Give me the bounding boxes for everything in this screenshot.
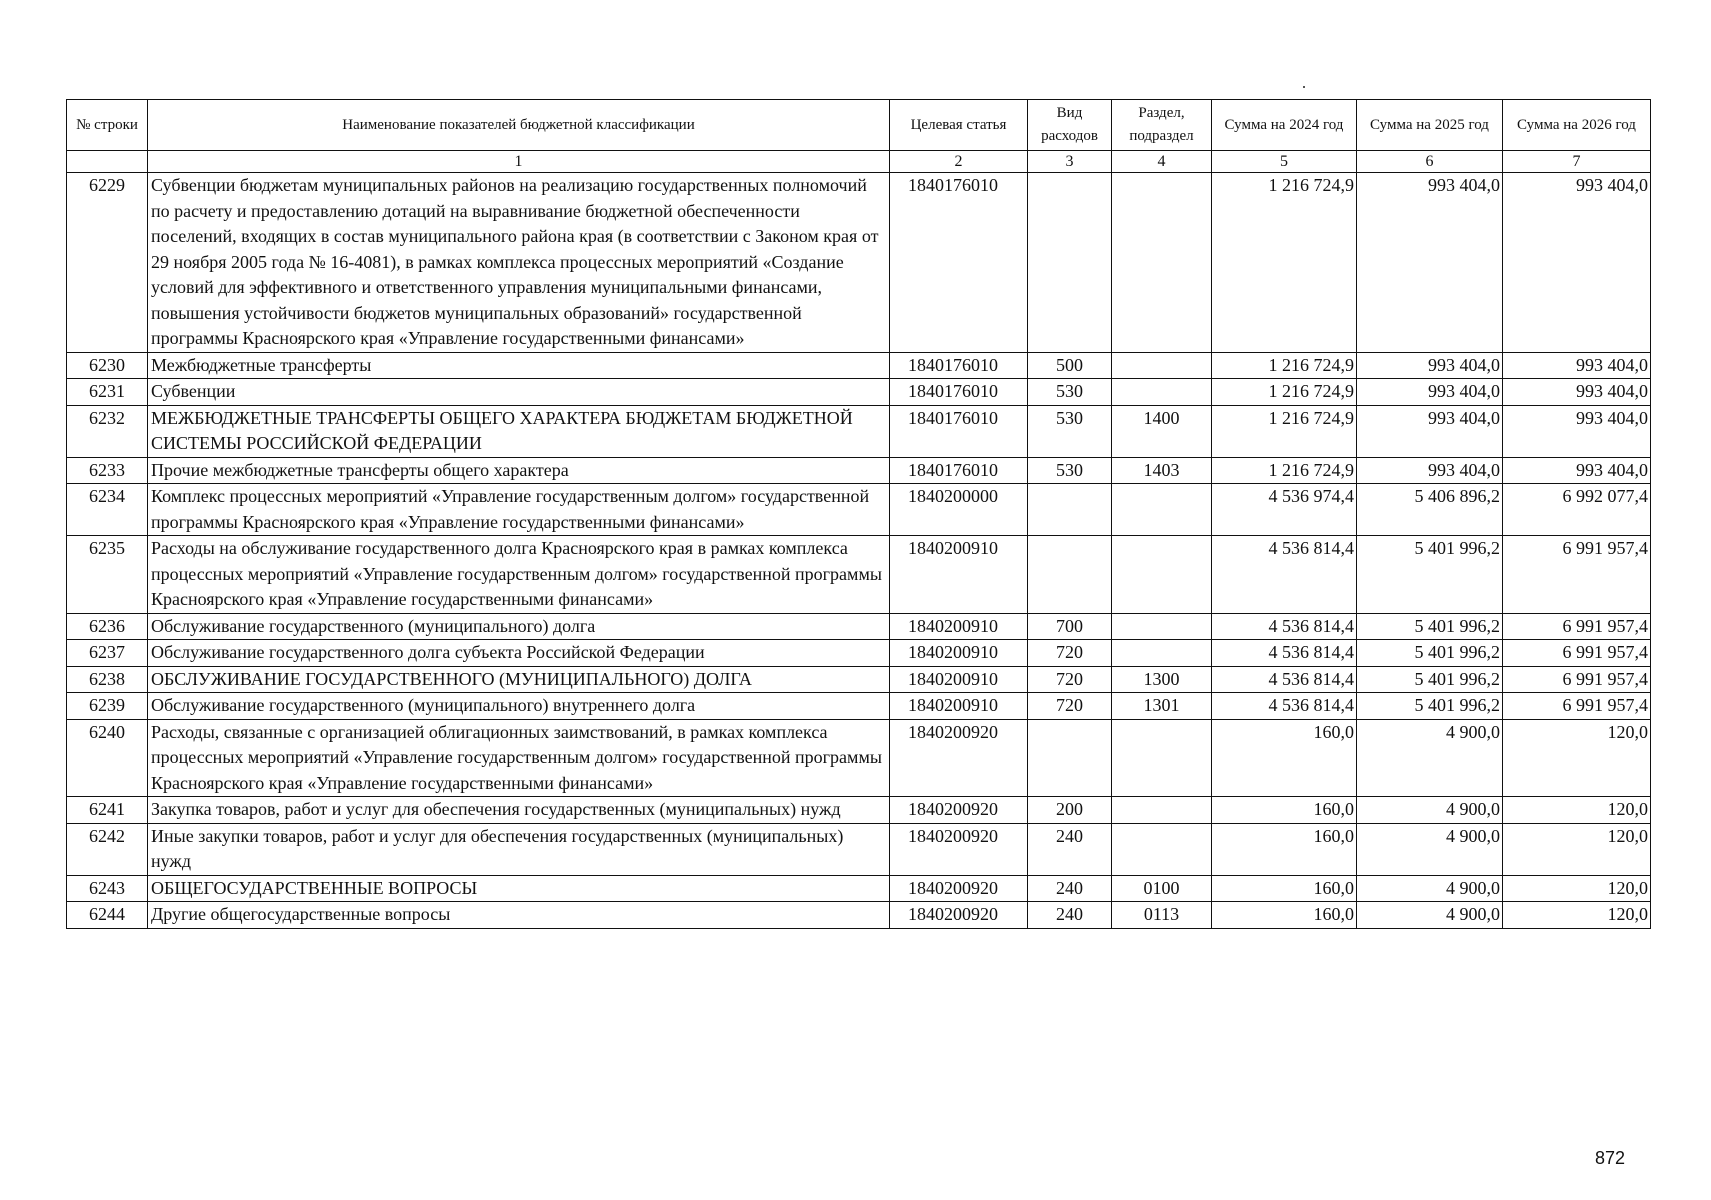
table-row bbox=[67, 457, 1651, 484]
row-target-code: 1840200000 bbox=[890, 484, 1028, 536]
table-row bbox=[67, 902, 1651, 929]
row-sum-2024: 4 536 974,4 bbox=[1212, 484, 1357, 536]
row-name: Межбюджетные трансферты bbox=[148, 352, 890, 379]
row-sum-2026: 993 404,0 bbox=[1503, 173, 1651, 353]
row-sum-2025: 4 900,0 bbox=[1357, 797, 1503, 824]
header-sum-2026: Сумма на 2026 год bbox=[1503, 100, 1651, 151]
row-expense-kind: 700 bbox=[1028, 613, 1112, 640]
row-sum-2026: 6 991 957,4 bbox=[1503, 640, 1651, 667]
table-row bbox=[67, 352, 1651, 379]
row-target-code: 1840176010 bbox=[890, 352, 1028, 379]
row-section bbox=[1112, 352, 1212, 379]
row-sum-2024: 1 216 724,9 bbox=[1212, 405, 1357, 457]
row-target-code: 1840200910 bbox=[890, 613, 1028, 640]
row-sum-2024: 160,0 bbox=[1212, 797, 1357, 824]
row-expense-kind: 240 bbox=[1028, 875, 1112, 902]
header-target: Целевая статья bbox=[890, 100, 1028, 151]
column-number: 4 bbox=[1112, 151, 1212, 173]
header-sum-2024: Сумма на 2024 год bbox=[1212, 100, 1357, 151]
row-sum-2026: 120,0 bbox=[1503, 719, 1651, 797]
row-number: 6234 bbox=[67, 484, 148, 536]
row-target-code: 1840176010 bbox=[890, 405, 1028, 457]
row-name: Другие общегосударственные вопросы bbox=[148, 902, 890, 929]
row-section bbox=[1112, 640, 1212, 667]
column-number: 7 bbox=[1503, 151, 1651, 173]
row-sum-2026: 120,0 bbox=[1503, 875, 1651, 902]
row-target-code: 1840200910 bbox=[890, 536, 1028, 614]
row-number: 6238 bbox=[67, 666, 148, 693]
table-row bbox=[67, 797, 1651, 824]
row-sum-2024: 160,0 bbox=[1212, 719, 1357, 797]
row-section bbox=[1112, 823, 1212, 875]
row-target-code: 1840200910 bbox=[890, 693, 1028, 720]
row-target-code: 1840200920 bbox=[890, 797, 1028, 824]
column-number: 2 bbox=[890, 151, 1028, 173]
row-name: Субвенции bbox=[148, 379, 890, 406]
row-name: Обслуживание государственного (муниципального) долга bbox=[148, 613, 890, 640]
row-expense-kind: 530 bbox=[1028, 379, 1112, 406]
row-sum-2026: 120,0 bbox=[1503, 902, 1651, 929]
row-expense-kind: 530 bbox=[1028, 457, 1112, 484]
row-section: 1301 bbox=[1112, 693, 1212, 720]
row-sum-2026: 993 404,0 bbox=[1503, 405, 1651, 457]
row-sum-2025: 5 401 996,2 bbox=[1357, 536, 1503, 614]
row-expense-kind: 240 bbox=[1028, 823, 1112, 875]
header-row-no: № строки bbox=[67, 100, 148, 151]
row-sum-2024: 4 536 814,4 bbox=[1212, 640, 1357, 667]
row-expense-kind: 720 bbox=[1028, 640, 1112, 667]
table-row bbox=[67, 640, 1651, 667]
row-number: 6230 bbox=[67, 352, 148, 379]
row-number: 6237 bbox=[67, 640, 148, 667]
row-sum-2025: 993 404,0 bbox=[1357, 457, 1503, 484]
row-section: 1400 bbox=[1112, 405, 1212, 457]
row-sum-2024: 4 536 814,4 bbox=[1212, 693, 1357, 720]
row-sum-2025: 5 401 996,2 bbox=[1357, 640, 1503, 667]
row-sum-2024: 1 216 724,9 bbox=[1212, 379, 1357, 406]
row-expense-kind: 500 bbox=[1028, 352, 1112, 379]
row-number: 6242 bbox=[67, 823, 148, 875]
table-row bbox=[67, 666, 1651, 693]
column-number: 3 bbox=[1028, 151, 1112, 173]
row-sum-2026: 6 991 957,4 bbox=[1503, 536, 1651, 614]
row-sum-2026: 6 992 077,4 bbox=[1503, 484, 1651, 536]
row-section bbox=[1112, 536, 1212, 614]
row-number: 6244 bbox=[67, 902, 148, 929]
row-name: Обслуживание государственного долга субъекта Российской Федерации bbox=[148, 640, 890, 667]
row-sum-2025: 5 401 996,2 bbox=[1357, 693, 1503, 720]
row-number: 6241 bbox=[67, 797, 148, 824]
row-expense-kind bbox=[1028, 536, 1112, 614]
row-sum-2026: 6 991 957,4 bbox=[1503, 613, 1651, 640]
row-number: 6231 bbox=[67, 379, 148, 406]
row-sum-2024: 4 536 814,4 bbox=[1212, 666, 1357, 693]
row-name: Обслуживание государственного (муниципального) внутреннего долга bbox=[148, 693, 890, 720]
row-section bbox=[1112, 613, 1212, 640]
row-sum-2024: 4 536 814,4 bbox=[1212, 613, 1357, 640]
row-section: 1300 bbox=[1112, 666, 1212, 693]
header-sum-2025: Сумма на 2025 год bbox=[1357, 100, 1503, 151]
row-number: 6232 bbox=[67, 405, 148, 457]
row-sum-2026: 120,0 bbox=[1503, 797, 1651, 824]
row-name: Закупка товаров, работ и услуг для обеспечения государственных (муниципальных) нужд bbox=[148, 797, 890, 824]
row-section: 1403 bbox=[1112, 457, 1212, 484]
row-name: Комплекс процессных мероприятий «Управление государственным долгом» государственной программы Красноярского края «Управление государственными финансами» bbox=[148, 484, 890, 536]
row-name: Расходы, связанные с организацией облигационных заимствований, в рамках комплекса процессных мероприятий «Управление государственным долгом» государственной программы Красноярского края «Управление государственными финансами» bbox=[148, 719, 890, 797]
row-section: 0113 bbox=[1112, 902, 1212, 929]
row-name: ОБЩЕГОСУДАРСТВЕННЫЕ ВОПРОСЫ bbox=[148, 875, 890, 902]
row-name: МЕЖБЮДЖЕТНЫЕ ТРАНСФЕРТЫ ОБЩЕГО ХАРАКТЕРА БЮДЖЕТАМ БЮДЖЕТНОЙ СИСТЕМЫ РОССИЙСКОЙ ФЕДЕРАЦИИ bbox=[148, 405, 890, 457]
column-numbers-row bbox=[67, 151, 1651, 173]
page-speck bbox=[1303, 86, 1305, 88]
row-expense-kind bbox=[1028, 719, 1112, 797]
row-sum-2026: 6 991 957,4 bbox=[1503, 693, 1651, 720]
column-number-blank bbox=[67, 151, 148, 173]
row-number: 6240 bbox=[67, 719, 148, 797]
header-row bbox=[67, 100, 1651, 151]
table-row bbox=[67, 693, 1651, 720]
row-expense-kind: 240 bbox=[1028, 902, 1112, 929]
table-row bbox=[67, 613, 1651, 640]
row-name: Расходы на обслуживание государственного долга Красноярского края в рамках комплекса процессных мероприятий «Управление государственным долгом» государственной программы Красноярского края «Управление государственными финансами» bbox=[148, 536, 890, 614]
row-target-code: 1840176010 bbox=[890, 173, 1028, 353]
row-sum-2025: 4 900,0 bbox=[1357, 875, 1503, 902]
row-sum-2024: 4 536 814,4 bbox=[1212, 536, 1357, 614]
table-row bbox=[67, 719, 1651, 797]
row-sum-2025: 993 404,0 bbox=[1357, 379, 1503, 406]
row-sum-2025: 4 900,0 bbox=[1357, 719, 1503, 797]
column-number: 6 bbox=[1357, 151, 1503, 173]
row-name: ОБСЛУЖИВАНИЕ ГОСУДАРСТВЕННОГО (МУНИЦИПАЛЬНОГО) ДОЛГА bbox=[148, 666, 890, 693]
row-sum-2024: 1 216 724,9 bbox=[1212, 352, 1357, 379]
header-name: Наименование показателей бюджетной классификации bbox=[148, 100, 890, 151]
row-number: 6233 bbox=[67, 457, 148, 484]
table-row bbox=[67, 379, 1651, 406]
row-number: 6229 bbox=[67, 173, 148, 353]
header-kind: Вид расходов bbox=[1028, 100, 1112, 151]
row-number: 6239 bbox=[67, 693, 148, 720]
row-section bbox=[1112, 797, 1212, 824]
table-row bbox=[67, 484, 1651, 536]
column-number: 5 bbox=[1212, 151, 1357, 173]
row-sum-2026: 993 404,0 bbox=[1503, 379, 1651, 406]
row-section bbox=[1112, 484, 1212, 536]
table-row bbox=[67, 536, 1651, 614]
row-sum-2025: 5 401 996,2 bbox=[1357, 613, 1503, 640]
row-sum-2024: 1 216 724,9 bbox=[1212, 173, 1357, 353]
row-expense-kind: 530 bbox=[1028, 405, 1112, 457]
row-number: 6243 bbox=[67, 875, 148, 902]
row-sum-2026: 993 404,0 bbox=[1503, 352, 1651, 379]
row-section bbox=[1112, 719, 1212, 797]
row-sum-2025: 5 406 896,2 bbox=[1357, 484, 1503, 536]
row-sum-2024: 1 216 724,9 bbox=[1212, 457, 1357, 484]
row-sum-2026: 120,0 bbox=[1503, 823, 1651, 875]
page-number: 872 bbox=[1595, 1148, 1626, 1168]
table-row bbox=[67, 823, 1651, 875]
row-section bbox=[1112, 173, 1212, 353]
row-sum-2024: 160,0 bbox=[1212, 902, 1357, 929]
row-name: Субвенции бюджетам муниципальных районов на реализацию государственных полномочий по расчету и предоставлению дотаций на выравнивание бюджетной обеспеченности поселений, входящих в состав муниципального района края (в соответствии с Законом края от 29 ноября 2005 года № 16-4081), в рамках комплекса процессных мероприятий «Создание условий для эффективного и ответственного управления муниципальными финансами, повышения устойчивости бюджетов муниципальных образований» государственной программы Красноярского края «Управление государственными финансами» bbox=[148, 173, 890, 353]
table-body bbox=[67, 173, 1651, 929]
row-name: Прочие межбюджетные трансферты общего характера bbox=[148, 457, 890, 484]
row-sum-2025: 993 404,0 bbox=[1357, 173, 1503, 353]
row-name: Иные закупки товаров, работ и услуг для обеспечения государственных (муниципальных) нужд bbox=[148, 823, 890, 875]
row-sum-2025: 993 404,0 bbox=[1357, 352, 1503, 379]
row-expense-kind: 720 bbox=[1028, 693, 1112, 720]
row-expense-kind: 720 bbox=[1028, 666, 1112, 693]
table-row bbox=[67, 173, 1651, 353]
row-target-code: 1840200920 bbox=[890, 902, 1028, 929]
table-row bbox=[67, 405, 1651, 457]
column-number: 1 bbox=[148, 151, 890, 173]
row-sum-2025: 5 401 996,2 bbox=[1357, 666, 1503, 693]
row-expense-kind bbox=[1028, 484, 1112, 536]
row-sum-2024: 160,0 bbox=[1212, 823, 1357, 875]
row-target-code: 1840176010 bbox=[890, 379, 1028, 406]
row-target-code: 1840176010 bbox=[890, 457, 1028, 484]
table-row bbox=[67, 875, 1651, 902]
row-sum-2025: 993 404,0 bbox=[1357, 405, 1503, 457]
header-section: Раздел, подраздел bbox=[1112, 100, 1212, 151]
row-section: 0100 bbox=[1112, 875, 1212, 902]
row-sum-2025: 4 900,0 bbox=[1357, 902, 1503, 929]
row-number: 6235 bbox=[67, 536, 148, 614]
row-number: 6236 bbox=[67, 613, 148, 640]
row-target-code: 1840200920 bbox=[890, 823, 1028, 875]
row-sum-2025: 4 900,0 bbox=[1357, 823, 1503, 875]
row-sum-2024: 160,0 bbox=[1212, 875, 1357, 902]
row-expense-kind: 200 bbox=[1028, 797, 1112, 824]
budget-table bbox=[66, 99, 1651, 929]
row-sum-2026: 6 991 957,4 bbox=[1503, 666, 1651, 693]
row-target-code: 1840200920 bbox=[890, 719, 1028, 797]
row-target-code: 1840200910 bbox=[890, 640, 1028, 667]
row-sum-2026: 993 404,0 bbox=[1503, 457, 1651, 484]
row-target-code: 1840200910 bbox=[890, 666, 1028, 693]
row-expense-kind bbox=[1028, 173, 1112, 353]
row-target-code: 1840200920 bbox=[890, 875, 1028, 902]
row-section bbox=[1112, 379, 1212, 406]
